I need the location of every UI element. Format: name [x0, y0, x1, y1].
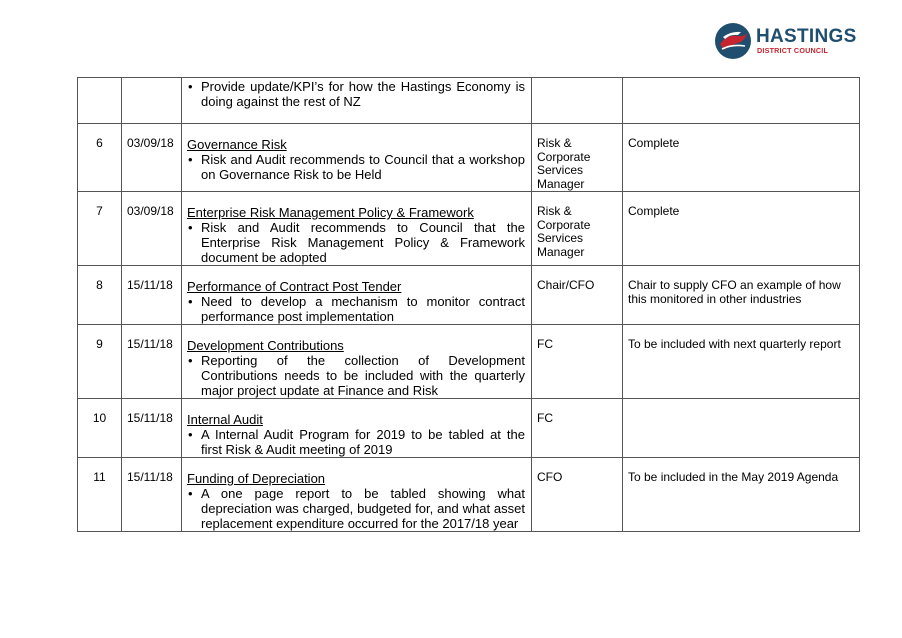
responsible-cell	[532, 266, 623, 325]
responsible-party: CFO	[537, 470, 563, 484]
meeting-date	[122, 78, 181, 91]
status-cell	[623, 192, 860, 266]
action-bullet-list	[187, 427, 525, 457]
action-title: Funding of Depreciation	[187, 471, 326, 486]
status-text: Complete	[628, 204, 680, 218]
table-row	[78, 124, 860, 192]
action-cell	[182, 266, 532, 325]
action-cell	[182, 124, 532, 192]
table-row	[78, 192, 860, 266]
action-title: Enterprise Risk Management Policy & Framework	[187, 205, 474, 220]
action-bullet: • Need to develop a mechanism to monitor contract performance post implementation	[201, 294, 525, 324]
action-register-table	[77, 77, 860, 532]
action-bullet-list	[187, 220, 525, 265]
action-cell	[182, 192, 532, 266]
action-bullet: • A Internal Audit Program for 2019 to be tabled at the first Risk & Audit meeting of 2019	[201, 427, 525, 457]
action-title: Development Contributions	[187, 338, 344, 353]
status-text	[623, 78, 859, 91]
action-title: Performance of Contract Post Tender	[187, 279, 402, 294]
action-bullet-list	[187, 486, 525, 531]
status-text: Chair to supply CFO an example of how this monitored in other industries	[628, 278, 841, 306]
action-cell	[182, 458, 532, 532]
responsible-cell	[532, 458, 623, 532]
meeting-date: 15/11/18	[127, 278, 173, 292]
item-number: 6	[78, 124, 122, 192]
council-emblem-icon	[714, 22, 752, 60]
responsible-cell	[532, 78, 623, 124]
status-cell	[623, 325, 860, 399]
responsible-cell	[532, 399, 623, 458]
responsible-party: Risk & Corporate Services Manager	[537, 204, 591, 259]
hastings-logo	[714, 20, 857, 62]
table-row	[78, 399, 860, 458]
item-number: 10	[78, 399, 122, 458]
status-cell	[623, 458, 860, 532]
responsible-party: FC	[537, 411, 553, 425]
action-bullet-list	[187, 79, 525, 109]
action-bullet-list	[187, 353, 525, 398]
status-cell	[623, 78, 860, 124]
action-cell	[182, 78, 532, 124]
org-subtitle: DISTRICT COUNCIL	[757, 46, 829, 55]
status-cell	[623, 399, 860, 458]
status-text: To be included with next quarterly report	[628, 337, 841, 351]
responsible-party: Risk & Corporate Services Manager	[537, 136, 591, 191]
date-cell	[122, 399, 182, 458]
status-text: Complete	[628, 136, 680, 150]
org-name: HASTINGS	[756, 26, 857, 47]
meeting-date: 15/11/18	[127, 411, 173, 425]
responsible-party	[532, 78, 622, 91]
date-cell	[122, 325, 182, 399]
item-number: 11	[78, 458, 122, 532]
item-number: 9	[78, 325, 122, 399]
table-row	[78, 266, 860, 325]
responsible-party: FC	[537, 337, 553, 351]
action-bullet: • Risk and Audit recommends to Council that a workshop on Governance Risk to be Held	[201, 152, 525, 182]
action-bullet: • Reporting of the collection of Development Contributions needs to be included with the quarterly major project update at Finance and Risk	[201, 353, 525, 398]
action-cell	[182, 399, 532, 458]
action-cell	[182, 325, 532, 399]
date-cell	[122, 266, 182, 325]
action-bullet: • A one page report to be tabled showing what depreciation was charged, budgeted for, and what asset replacement expenditure occurred for the 2017/18 year	[201, 486, 525, 531]
action-title: Internal Audit	[187, 412, 263, 427]
action-bullet: • Risk and Audit recommends to Council that the Enterprise Risk Management Policy & Framework document be adopted	[201, 220, 525, 265]
meeting-date: 15/11/18	[127, 470, 173, 484]
date-cell	[122, 78, 182, 124]
meeting-date: 03/09/18	[127, 136, 174, 150]
action-bullet-list	[187, 294, 525, 324]
table-row	[78, 78, 860, 124]
date-cell	[122, 124, 182, 192]
action-bullet-list	[187, 152, 525, 182]
table-row	[78, 458, 860, 532]
status-cell	[623, 266, 860, 325]
date-cell	[122, 458, 182, 532]
action-bullet: • Provide update/KPI’s for how the Hastings Economy is doing against the rest of NZ	[201, 79, 525, 109]
responsible-cell	[532, 192, 623, 266]
meeting-date: 03/09/18	[127, 204, 174, 218]
table-row	[78, 325, 860, 399]
responsible-party: Chair/CFO	[537, 278, 595, 292]
date-cell	[122, 192, 182, 266]
meeting-date: 15/11/18	[127, 337, 173, 351]
item-number	[78, 78, 122, 124]
responsible-cell	[532, 124, 623, 192]
item-number: 8	[78, 266, 122, 325]
status-cell	[623, 124, 860, 192]
status-text: To be included in the May 2019 Agenda	[628, 470, 839, 484]
action-title: Governance Risk	[187, 137, 287, 152]
item-number: 7	[78, 192, 122, 266]
responsible-cell	[532, 325, 623, 399]
status-text	[623, 399, 859, 412]
